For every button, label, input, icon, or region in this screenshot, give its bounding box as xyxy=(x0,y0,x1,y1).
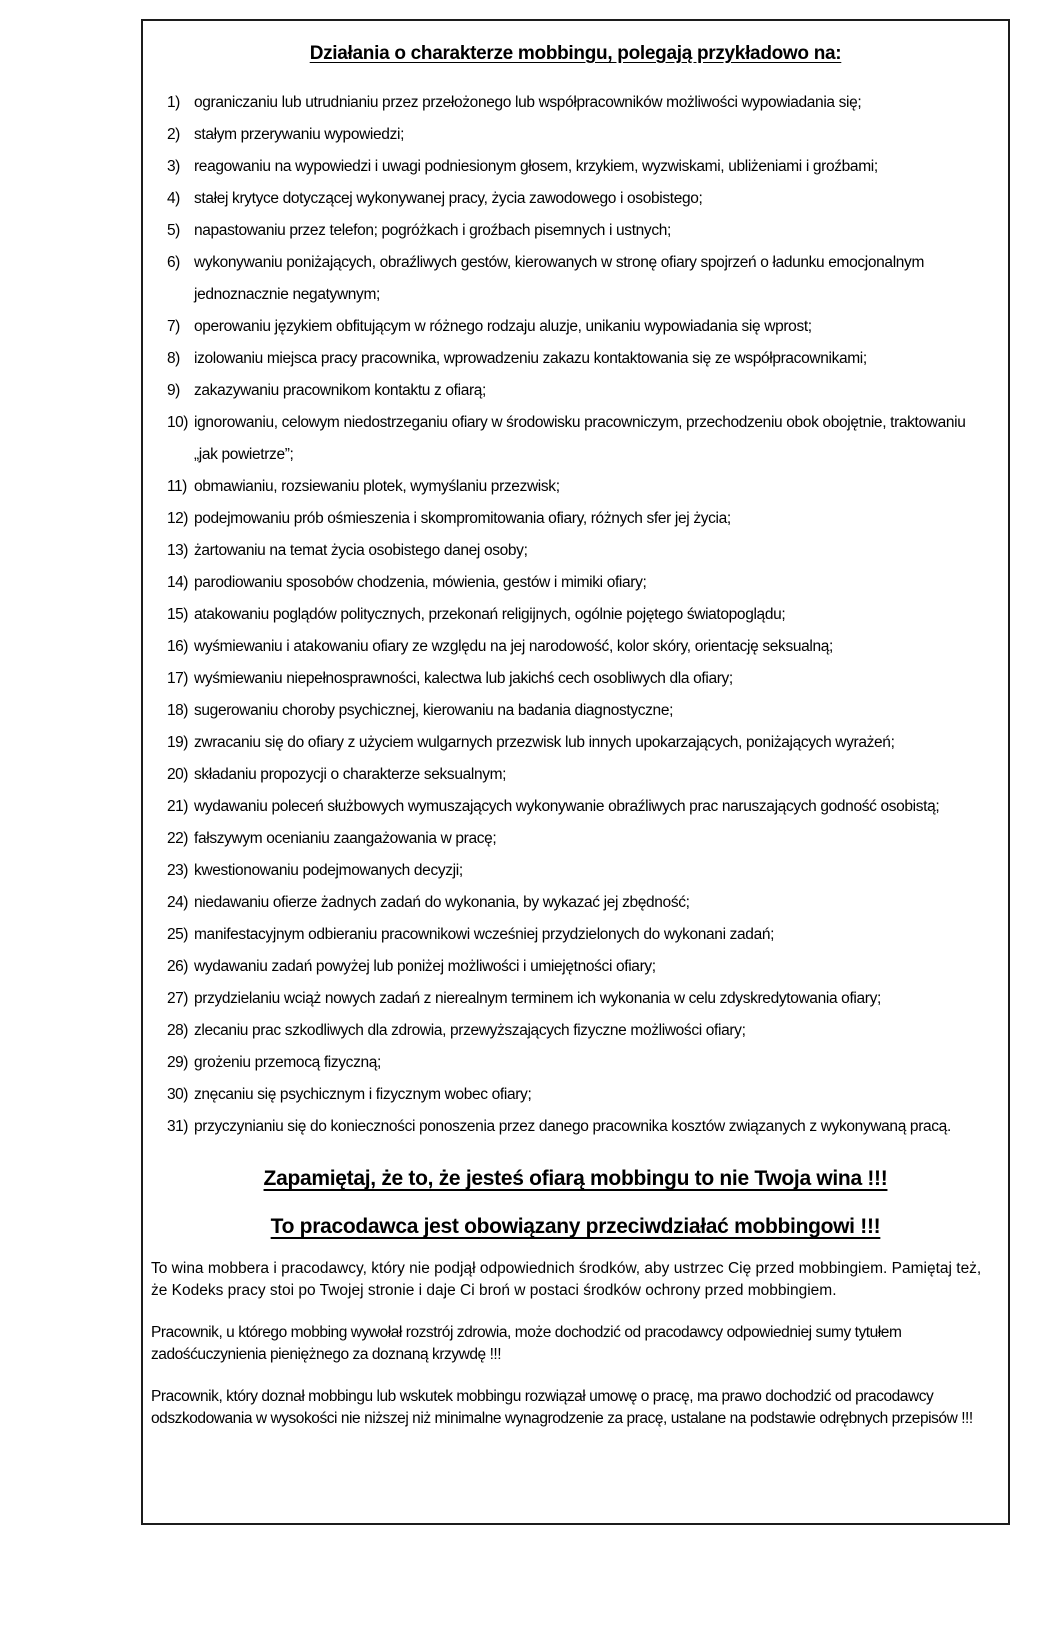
list-item xyxy=(167,183,972,215)
list-item xyxy=(167,599,972,631)
list-item xyxy=(167,567,972,599)
paragraph-mobber-blame: To wina mobbera i pracodawcy, który nie podjął odpowiednich środków, aby ustrzec Cię przed mobbingiem. Pamiętaj też, że Kodeks pracy stoi po Twojej stronie i daje Ci broń w postaci środków ochrony przed mobbingiem. xyxy=(151,1260,982,1300)
list-item-text: sugerowaniu choroby psychicznej, kierowaniu na badania diagnostyczne; xyxy=(194,702,674,719)
list-item xyxy=(167,535,972,567)
banner-not-your-fault: Zapamiętaj, że to, że jesteś ofiarą mobbingu to nie Twoja wina !!! xyxy=(263,1167,888,1190)
list-item-text: operowaniu językiem obfitującym w różnego rodzaju aluzje, unikaniu wypowiadania się wprost; xyxy=(194,318,812,335)
list-item-text: wyśmiewaniu i atakowaniu ofiary ze względu na jej narodowość, kolor skóry, orientację seksualną; xyxy=(194,638,833,655)
list-item-number: 18) xyxy=(167,702,188,719)
list-item-number: 13) xyxy=(167,542,188,559)
list-item xyxy=(167,119,972,151)
list-item xyxy=(167,759,972,791)
list-item-number: 22) xyxy=(167,830,188,847)
list-item-number: 9) xyxy=(167,382,180,399)
list-item-text: zlecaniu prac szkodliwych dla zdrowia, przewyższających fizyczne możliwości ofiary; xyxy=(194,1022,746,1039)
list-item-text: ignorowaniu, celowym niedostrzeganiu ofiary w środowisku pracowniczym, przechodzeniu obok obojętnie, traktowaniu „jak powietrze”; xyxy=(194,414,966,463)
list-item xyxy=(167,151,972,183)
list-item-number: 20) xyxy=(167,766,188,783)
document-title: Działania o charakterze mobbingu, polegają przykładowo na: xyxy=(309,43,842,64)
list-item xyxy=(167,375,972,407)
list-item xyxy=(167,823,972,855)
list-item-number: 21) xyxy=(167,798,188,815)
list-item-text: zwracaniu się do ofiary z użyciem wulgarnych przezwisk lub innych upokarzających, poniżających wyrażeń; xyxy=(194,734,895,751)
list-item-text: wydawaniu zadań powyżej lub poniżej możliwości i umiejętności ofiary; xyxy=(194,958,656,975)
list-item xyxy=(167,1079,972,1111)
list-item-text: podejmowaniu prób ośmieszenia i skompromitowania ofiary, różnych sfer jej życia; xyxy=(194,510,731,527)
list-item xyxy=(167,919,972,951)
list-item xyxy=(167,87,972,119)
list-item-text: ograniczaniu lub utrudnianiu przez przełożonego lub współpracowników możliwości wypowiadania się; xyxy=(194,94,862,111)
list-item-text: manifestacyjnym odbieraniu pracownikowi wcześniej przydzielonych do wykonani zadań; xyxy=(194,926,775,943)
list-item-number: 12) xyxy=(167,510,188,527)
document-frame xyxy=(141,19,1010,1525)
list-item-number: 7) xyxy=(167,318,180,335)
list-item-number: 11) xyxy=(167,478,187,495)
list-item xyxy=(167,951,972,983)
list-item-text: wydawaniu poleceń służbowych wymuszających wykonywanie obraźliwych prac naruszających godność osobistą; xyxy=(194,798,940,815)
list-item xyxy=(167,727,972,759)
list-item xyxy=(167,407,972,471)
list-item-number: 10) xyxy=(167,414,188,431)
list-item-number: 27) xyxy=(167,990,188,1007)
mobbing-actions-list xyxy=(167,87,972,1143)
list-item-number: 24) xyxy=(167,894,188,911)
list-item-text: reagowaniu na wypowiedzi i uwagi podniesionym głosem, krzykiem, wyzwiskami, ubliżeniami i groźbami; xyxy=(194,158,878,175)
list-item-text: przyczynianiu się do konieczności ponoszenia przez danego pracownika kosztów związanych z wykonywaną pracą. xyxy=(194,1118,951,1135)
list-item-text: kwestionowaniu podejmowanych decyzji; xyxy=(194,862,463,879)
list-item xyxy=(167,1111,972,1143)
list-item-text: znęcaniu się psychicznym i fizycznym wobec ofiary; xyxy=(194,1086,532,1103)
list-item-text: przydzielaniu wciąż nowych zadań z nierealnym terminem ich wykonania w celu zdyskredytowania ofiary; xyxy=(194,990,881,1007)
list-item xyxy=(167,663,972,695)
paragraph-termination-compensation: Pracownik, który doznał mobbingu lub wskutek mobbingu rozwiązał umowę o pracę, ma prawo dochodzić od pracodawcy odszkodowania w wysokości nie niższej niż minimalne wynagrodzenie za pracę, ustalane na podstawie odrębnych przepisów !!! xyxy=(151,1387,973,1428)
list-item-number: 19) xyxy=(167,734,188,751)
list-item xyxy=(167,1047,972,1079)
list-item-text: atakowaniu poglądów politycznych, przekonań religijnych, ogólnie pojętego światopoglądu; xyxy=(194,606,786,623)
list-item-number: 16) xyxy=(167,638,188,655)
list-item xyxy=(167,343,972,375)
list-item-number: 6) xyxy=(167,254,180,271)
list-item-number: 17) xyxy=(167,670,188,687)
list-item xyxy=(167,887,972,919)
list-item-number: 29) xyxy=(167,1054,188,1071)
list-item-text: zakazywaniu pracownikom kontaktu z ofiarą; xyxy=(194,382,487,399)
list-item xyxy=(167,215,972,247)
list-item xyxy=(167,471,972,503)
list-item xyxy=(167,695,972,727)
list-item-number: 30) xyxy=(167,1086,188,1103)
list-item-number: 3) xyxy=(167,158,180,175)
list-item-text: fałszywym ocenianiu zaangażowania w pracę; xyxy=(194,830,497,847)
list-item-text: żartowaniu na temat życia osobistego danej osoby; xyxy=(194,542,528,559)
list-item-text: grożeniu przemocą fizyczną; xyxy=(194,1054,381,1071)
list-item-number: 14) xyxy=(167,574,188,591)
paragraph-health-compensation: Pracownik, u którego mobbing wywołał rozstrój zdrowia, może dochodzić od pracodawcy odpowiedniej sumy tytułem zadośćuczynienia pieniężnego za doznaną krzywdę !!! xyxy=(151,1323,902,1364)
list-item xyxy=(167,311,972,343)
list-item-text: izolowaniu miejsca pracy pracownika, wprowadzeniu zakazu kontaktowania się ze współpracownikami; xyxy=(194,350,867,367)
list-item xyxy=(167,983,972,1015)
list-item xyxy=(167,855,972,887)
list-item-number: 31) xyxy=(167,1118,188,1135)
list-item-number: 25) xyxy=(167,926,188,943)
list-item xyxy=(167,1015,972,1047)
list-item-text: stałym przerywaniu wypowiedzi; xyxy=(194,126,405,143)
list-item-text: wykonywaniu poniżających, obraźliwych gestów, kierowanych w stronę ofiary spojrzeń o ładunku emocjonalnym jednoznacznie negatywnym; xyxy=(194,254,925,303)
list-item-text: stałej krytyce dotyczącej wykonywanej pracy, życia zawodowego i osobistego; xyxy=(194,190,703,207)
list-item-number: 26) xyxy=(167,958,188,975)
list-item-number: 8) xyxy=(167,350,180,367)
list-item-number: 5) xyxy=(167,222,180,239)
list-item xyxy=(167,631,972,663)
list-item-number: 4) xyxy=(167,190,180,207)
list-item-number: 1) xyxy=(167,94,180,111)
list-item xyxy=(167,791,972,823)
list-item-number: 28) xyxy=(167,1022,188,1039)
list-item-number: 23) xyxy=(167,862,188,879)
list-item-text: obmawianiu, rozsiewaniu plotek, wymyślaniu przezwisk; xyxy=(194,478,560,495)
list-item-text: wyśmiewaniu niepełnosprawności, kalectwa lub jakichś cech osobliwych dla ofiary; xyxy=(194,670,733,687)
list-item xyxy=(167,503,972,535)
list-item-text: parodiowaniu sposobów chodzenia, mówienia, gestów i mimiki ofiary; xyxy=(194,574,647,591)
list-item-text: napastowaniu przez telefon; pogróżkach i groźbach pisemnych i ustnych; xyxy=(194,222,671,239)
list-item-number: 15) xyxy=(167,606,188,623)
list-item-text: niedawaniu ofierze żadnych zadań do wykonania, by wykazać jej zbędność; xyxy=(194,894,690,911)
banner-employer-obligation: To pracodawca jest obowiązany przeciwdziałać mobbingowi !!! xyxy=(270,1215,881,1238)
list-item-number: 2) xyxy=(167,126,180,143)
list-item-text: składaniu propozycji o charakterze seksualnym; xyxy=(194,766,507,783)
list-item xyxy=(167,247,972,311)
